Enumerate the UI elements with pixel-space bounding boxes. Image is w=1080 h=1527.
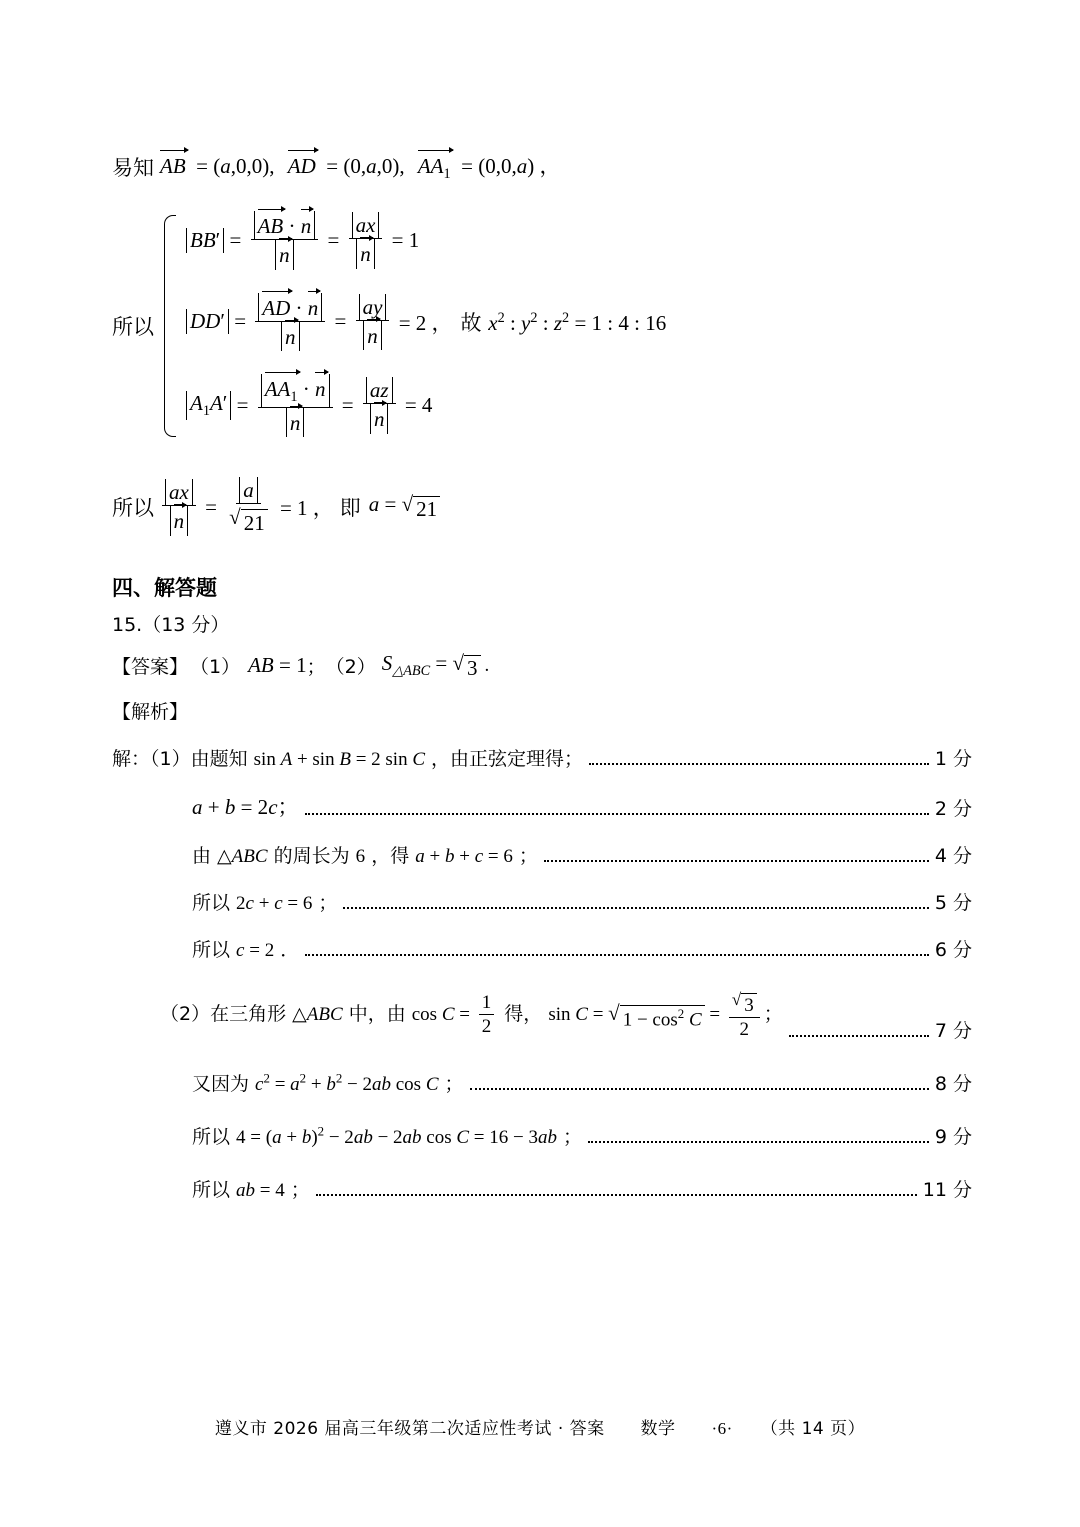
- step-text: （2）在三角形 △ABC 中，由 cos C = $\frac{1}{2}$ 得， sin C = √ $1 - \cos^2 C$ = √ 3 2 ；: [160, 989, 783, 1041]
- leader-dots: [588, 1135, 929, 1143]
- leader-dots: [470, 1082, 929, 1090]
- system-row-3: $A_1A'$ = $AA_1$ · n n = $\frac{az}{n}$ = 4: [186, 374, 666, 437]
- footer-exam-title: 遵义市 2026 届高三年级第二次适应性考试 · 答案: [214, 1419, 605, 1439]
- solution-step: [112, 1175, 972, 1202]
- solution-step: [112, 988, 972, 1043]
- solution-step: [112, 888, 972, 915]
- solution-step: [112, 744, 972, 771]
- leader-dots: [589, 757, 929, 765]
- left-brace: [158, 211, 176, 441]
- then-label: 即: [339, 496, 361, 521]
- suoyi-label: 所以: [112, 315, 154, 340]
- answer-part-2: （2）: [325, 656, 376, 679]
- step-text: 所以 c = 2 ．: [192, 938, 300, 961]
- solution-step: [112, 1069, 972, 1096]
- step-text: 又因为 $c^2 = a^2 + b^2 - 2ab$ cos C ；: [192, 1070, 464, 1096]
- section-title: 四、解答题: [112, 575, 217, 600]
- page-footer: [0, 1414, 1080, 1439]
- system-row-2: DD′ = AD · n n = $\frac{ay}{n}$ = 2 ， 故 $x^2$ : $y^2$ : $z^2 = 1$ : 4 : 16: [186, 293, 666, 352]
- step-score: 7 分: [934, 1020, 972, 1043]
- vectors-trailing: ，: [539, 154, 561, 178]
- footer-page-total: （共 14 页）: [760, 1419, 866, 1439]
- question-number: 15.（13 分）: [112, 613, 230, 636]
- solution-step: [112, 841, 972, 868]
- step-text: 所以 2c + c = 6 ；: [192, 891, 338, 914]
- footer-subject: 数学: [640, 1419, 676, 1439]
- ratio-note: 故 $x^2$ : $y^2$ : $z^2 = 1$ : 4 : 16: [460, 309, 667, 335]
- leader-dots: [305, 807, 929, 815]
- step-score: 2 分: [934, 797, 972, 820]
- answer-part-1: （1）: [190, 656, 241, 679]
- step-text: a + b = 2c；: [192, 794, 299, 819]
- leader-dots: [316, 1188, 917, 1196]
- system-row-1: BB′ = AB · n n = $\frac{ax}{n}$ = 1: [186, 211, 666, 270]
- step-text: 所以 $4 = (a + b)^2 - 2ab - 2ab$ cos C = 16 − 3ab ；: [192, 1123, 583, 1149]
- answer-label: 【答案】: [112, 656, 189, 679]
- analysis-label: 【解析】: [112, 700, 189, 723]
- solution-step: [112, 791, 972, 821]
- leader-dots: [305, 948, 929, 956]
- brace-system: [112, 211, 972, 441]
- answer-separator: ；: [306, 656, 326, 679]
- final-derivation-line: 所以 $\frac{ax}{n}$ = a √ 21 = 1 ， 即 a = √ 21: [112, 477, 972, 538]
- step-score: 11 分: [922, 1179, 972, 1202]
- solution-step: [112, 935, 972, 962]
- known-vectors-line: 易知 AB = (a,0,0), AD = (0,a,0), $AA_1 = (0,0,a)$ ，: [112, 150, 972, 183]
- step-score: 8 分: [934, 1073, 972, 1096]
- answer-period: .: [484, 654, 490, 676]
- step-text: 由 △ABC 的周长为 6 ，得 a + b + c = 6 ；: [192, 844, 538, 867]
- step-score: 4 分: [934, 844, 972, 867]
- footer-page-marker: ·6·: [711, 1419, 733, 1438]
- leader-dots: [343, 901, 928, 909]
- final-prefix: 所以: [112, 496, 154, 521]
- step-score: 1 分: [934, 747, 972, 770]
- known-label: 易知: [112, 155, 154, 180]
- solution-step: [112, 1122, 972, 1149]
- step-score: 9 分: [934, 1126, 972, 1149]
- step-score: 6 分: [934, 938, 972, 961]
- leader-dots: [544, 854, 929, 862]
- step-text: 解：（1）由题知 sin A + sin B = 2 sin C ，由正弦定理得；: [112, 747, 584, 770]
- page-content: [112, 150, 972, 1202]
- step-text: 所以 ab = 4 ；: [192, 1179, 310, 1202]
- step-score: 5 分: [934, 891, 972, 914]
- answer-line: 【答案】 （1） AB = 1 ； （2） $S_{\triangle ABC}$ = √ 3 .: [112, 650, 490, 680]
- leader-dots: [789, 1029, 929, 1037]
